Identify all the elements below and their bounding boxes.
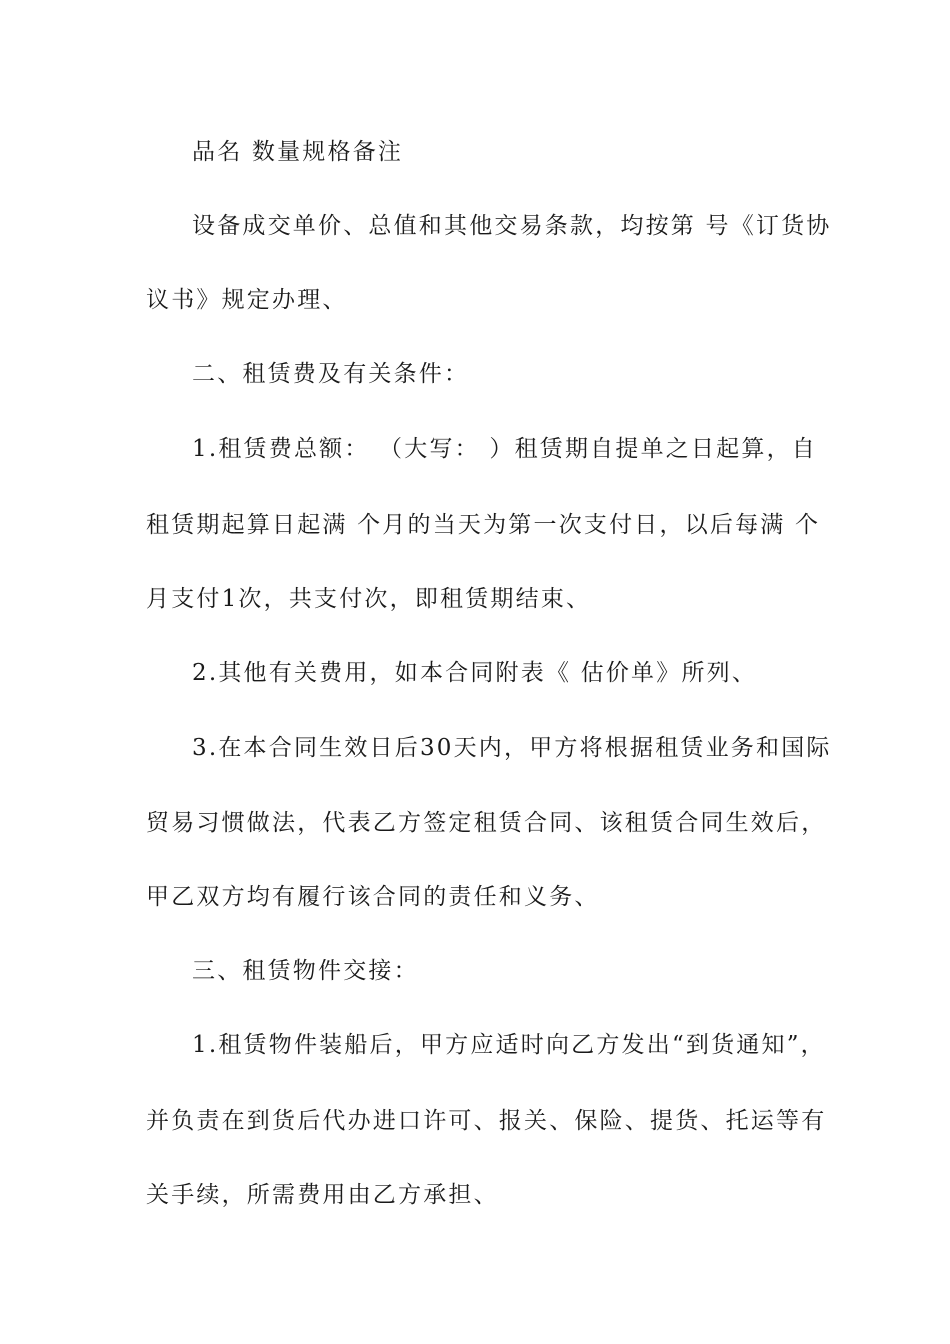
paragraph-line: 议书》规定办理、 (146, 287, 348, 313)
section-heading-rental-fee: 二、租赁费及有关条件： (192, 361, 470, 387)
clause-line: 关手续，所需费用由乙方承担、 (146, 1182, 499, 1208)
clause-line: 贸易习惯做法，代表乙方签定租赁合同、该租赁合同生效后， (146, 810, 827, 836)
clause-line: 2.其他有关费用，如本合同附表《 估价单》所列、 (192, 660, 758, 686)
clause-line: 甲乙双方均有履行该合同的责任和义务、 (146, 884, 600, 910)
clause-line: 3.在本合同生效日后30天内，甲方将根据租赁业务和国际 (192, 735, 832, 761)
clause-line: 月支付1次，共支付次，即租赁期结束、 (146, 586, 592, 612)
clause-line: 1.租赁物件装船后，甲方应适时向乙方发出“到货通知”， (192, 1032, 826, 1058)
section-heading-handover: 三、租赁物件交接： (192, 958, 419, 984)
clause-line: 并负责在到货后代办进口许可、报关、保险、提货、托运等有 (146, 1108, 827, 1134)
paragraph-line: 设备成交单价、总值和其他交易条款，均按第 号《订货协 (192, 213, 832, 239)
clause-line: 1.租赁费总额： （大写： ）租赁期自提单之日起算，自 (192, 436, 817, 462)
clause-line: 租赁期起算日起满 个月的当天为第一次支付日，以后每满 个 (146, 512, 821, 538)
product-table-header-line: 品名 数量规格备注 (192, 139, 404, 165)
